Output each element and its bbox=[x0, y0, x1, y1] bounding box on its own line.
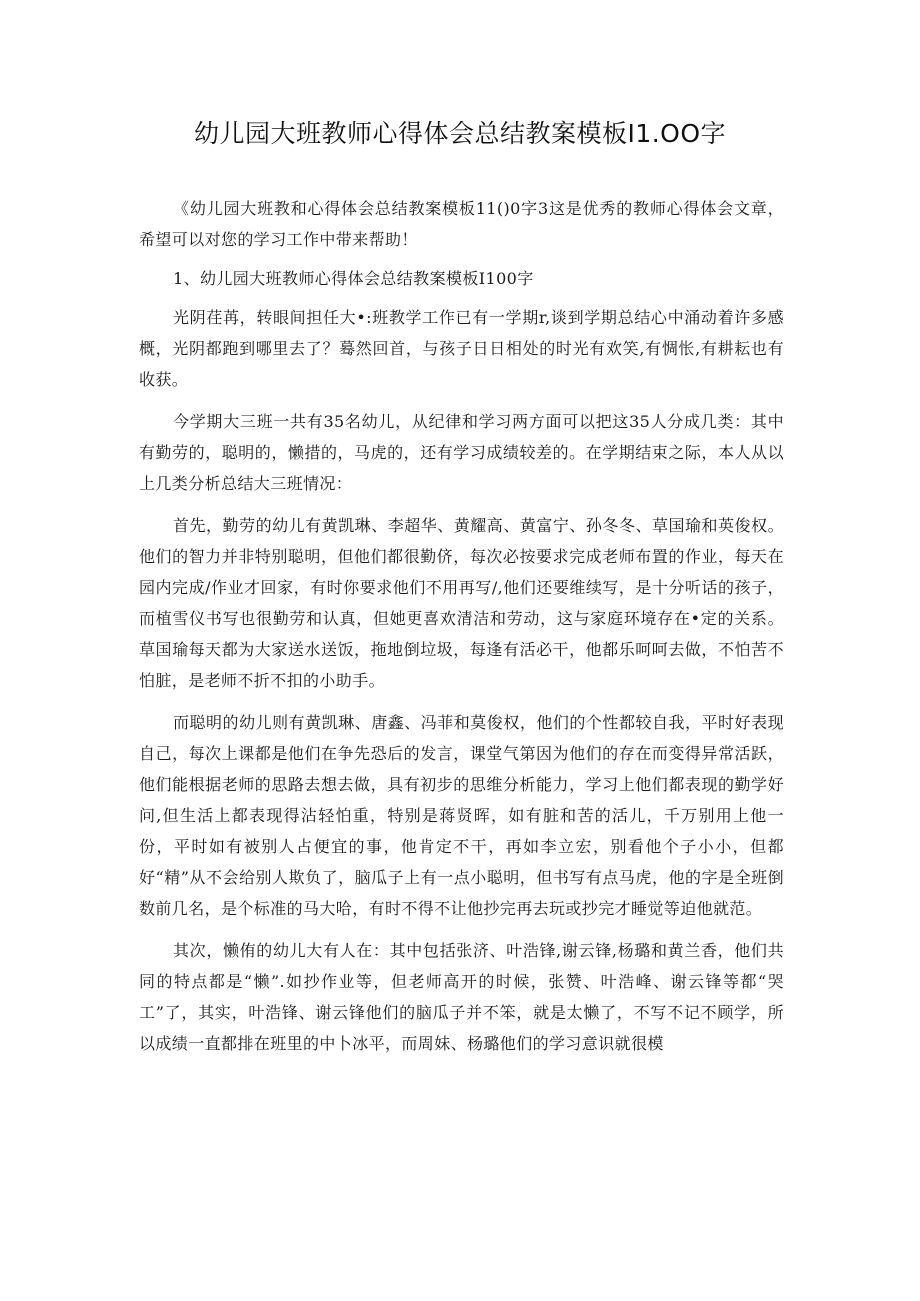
body-paragraph: 首先，勤劳的幼儿有黄凯琳、李超华、黄耀高、黄富宁、孙冬冬、草国瑜和英俊权。他们的智力并非特别聪明，但他们都很勤侪，每次必按要求完成老师布置的作业，每天在园内完成/作业才回家，有时你要求他们不用再写/,他们还要维续写，是十分听话的孩子，而植雪仪书写也很勤劳和认真，但她更喜欢清洁和劳动，这与家庭环境存在•定的关系。草国瑜每天都为大家送水送饭，拖地倒垃圾，每逢有活必干，他都乐呵呵去做，不怕苦不怕脏，是老师不折不扣的小助手。 bbox=[139, 516, 784, 690]
body-paragraph: 今学期大三班一共有35名幼儿，从纪律和学习两方面可以把这35人分成几类：其中有勤劳的，聪明的，懒措的，马虎的，还有学习成绩较差的。在学期结束之际，本人从以上几类分析总结大三班情况： bbox=[139, 412, 784, 493]
body-paragraph: 其次，懒侑的幼儿大有人在：其中包括张济、叶浩锋,谢云锋,杨璐和黄兰香，他们共同的特点都是“懒”.如抄作业等，但老师高开的时候，张赞、叶浩峰、谢云锋等都“哭工”了，其实，叶浩锋、谢云锋他们的脑瓜子并不笨，就是太懒了，不写不记不顾学，所以成绩一直都排在班里的中卜冰平，而周妹、杨璐他们的学习意识就很模 bbox=[139, 941, 784, 1053]
intro-paragraph: 《幼儿园大班教和心得体会总结教案模板11()0字3这是优秀的教师心得体会文章，希望可以对您的学习工作中带来帮助！ bbox=[139, 199, 784, 249]
section-heading: 1、幼儿园大班教师心得体会总结教案模板I100字 bbox=[173, 269, 534, 288]
body-paragraph: 而聪明的幼儿则有黄凯琳、唐鑫、冯菲和莫俊权，他们的个性都较自我，平时好表现自己，每次上课都是他们在争先恐后的发言，课堂气第因为他们的存在而变得异常活跃，他们能根据老师的思路去想去做，具有初步的思维分析能力，学习上他们都表现的勤学好问,但生活上都表现得沾轻怕重，特别是蒋贤晖，如有脏和苦的活儿，千万别用上他一份，平时如有被别人占便宜的事，他肯定不干，再如李立宏，别看他个子小小，但都好“精”从不会给别人欺负了，脑瓜子上有一点小聪明，但书写有点马虎，他的字是全班倒数前几名，是个标准的马大哈，有时不得不让他抄完再去玩或抄完才睡觉等迫他就范。 bbox=[139, 713, 784, 918]
document-title: 幼儿园大班教师心得体会总结教案模板I1.OO字 bbox=[193, 119, 727, 148]
body-paragraph: 光阴荏苒，转眼间担任大•:班教学工作已有一学期r,谈到学期总结心中涌动着许多感概，光阴都跑到哪里去了？蓦然回首，与孩子日日相处的时光有欢笑,有惆怅,有耕耘也有收获。 bbox=[139, 308, 784, 389]
document-body bbox=[139, 193, 784, 1070]
